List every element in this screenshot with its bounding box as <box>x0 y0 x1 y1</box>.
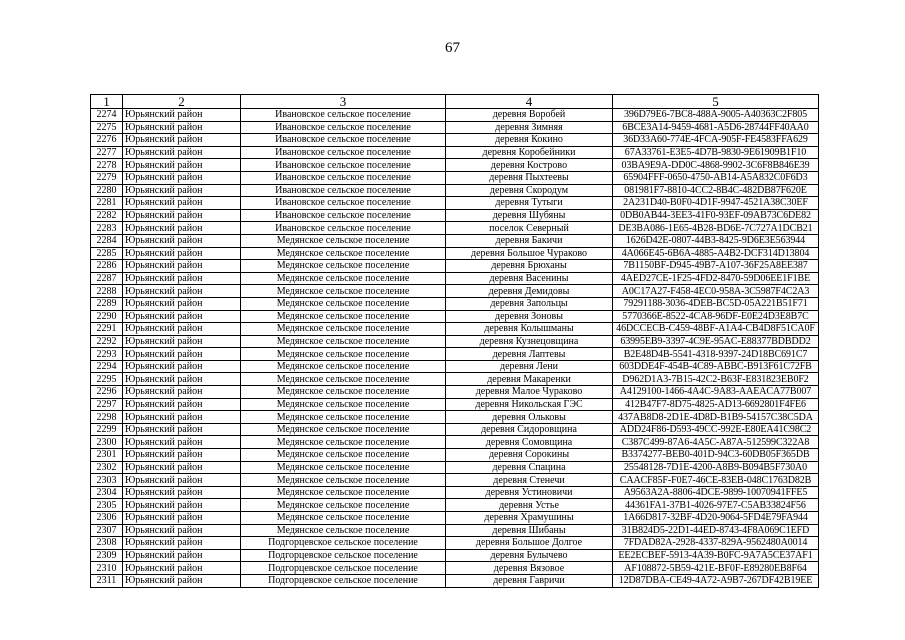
row-number-cell: 2293 <box>91 348 123 361</box>
locality-cell: деревня Кузнецовщина <box>446 335 613 348</box>
table-row <box>91 146 819 159</box>
row-number-cell: 2290 <box>91 310 123 323</box>
row-number-cell: 2278 <box>91 159 123 172</box>
guid-cell: 03BA9E9A-DD0C-4868-9902-3C6F8B846E39 <box>613 159 819 172</box>
table-header <box>91 95 819 109</box>
row-number-cell: 2288 <box>91 285 123 298</box>
settlement-cell: Медянское сельское поселение <box>241 411 446 424</box>
settlement-cell: Медянское сельское поселение <box>241 461 446 474</box>
guid-cell: 67A33761-E3E5-4D7B-9830-9E61909B1F10 <box>613 146 819 159</box>
district-cell: Юрьянский район <box>123 323 241 336</box>
settlement-cell: Медянское сельское поселение <box>241 436 446 449</box>
district-cell: Юрьянский район <box>123 436 241 449</box>
settlement-cell: Ивановское сельское поселение <box>241 121 446 134</box>
locality-cell: деревня Храмушины <box>446 512 613 525</box>
column-header-2: 2 <box>123 95 241 109</box>
guid-cell: 36D33A60-774E-4FCA-905F-FE4583FFA629 <box>613 134 819 147</box>
locality-cell: деревня Тутыги <box>446 197 613 210</box>
district-cell: Юрьянский район <box>123 373 241 386</box>
table-row <box>91 260 819 273</box>
guid-cell: DE3BA086-1E65-4B28-BD6E-7C727A1DCB21 <box>613 222 819 235</box>
row-number-cell: 2281 <box>91 197 123 210</box>
table-row <box>91 373 819 386</box>
row-number-cell: 2298 <box>91 411 123 424</box>
guid-cell: 412B47F7-8D75-4825-AD13-6692801F4FE6 <box>613 398 819 411</box>
guid-cell: 5770366E-8522-4CA8-96DF-E0E24D3E8B7C <box>613 310 819 323</box>
settlement-cell: Подгорцевское сельское поселение <box>241 574 446 587</box>
locality-cell: деревня Ольковы <box>446 411 613 424</box>
guid-cell: 12D87DBA-CE49-4A72-A9B7-267DF42B19EE <box>613 574 819 587</box>
guid-cell: 7B1150BF-D945-49B7-A107-36F25A8EE387 <box>613 260 819 273</box>
guid-cell: B2E48D4B-5541-4318-9397-24D18BC691C7 <box>613 348 819 361</box>
table-row <box>91 234 819 247</box>
locality-cell: деревня Сидоровщина <box>446 423 613 436</box>
locality-cell: деревня Шибаны <box>446 524 613 537</box>
row-number-cell: 2306 <box>91 512 123 525</box>
settlement-cell: Ивановское сельское поселение <box>241 209 446 222</box>
table-row <box>91 423 819 436</box>
table-row <box>91 474 819 487</box>
locality-cell: деревня Устье <box>446 499 613 512</box>
settlement-cell: Подгорцевское сельское поселение <box>241 562 446 575</box>
table-row <box>91 184 819 197</box>
settlement-cell: Ивановское сельское поселение <box>241 146 446 159</box>
locality-cell: деревня Гавричи <box>446 574 613 587</box>
district-cell: Юрьянский район <box>123 348 241 361</box>
settlement-cell: Медянское сельское поселение <box>241 512 446 525</box>
table-row <box>91 297 819 310</box>
table-row <box>91 549 819 562</box>
locality-cell: деревня Скородум <box>446 184 613 197</box>
district-cell: Юрьянский район <box>123 272 241 285</box>
table-row <box>91 398 819 411</box>
settlement-cell: Ивановское сельское поселение <box>241 109 446 122</box>
column-header-3: 3 <box>241 95 446 109</box>
table-row <box>91 348 819 361</box>
district-cell: Юрьянский район <box>123 197 241 210</box>
settlement-cell: Медянское сельское поселение <box>241 260 446 273</box>
row-number-cell: 2300 <box>91 436 123 449</box>
settlement-cell: Медянское сельское поселение <box>241 234 446 247</box>
row-number-cell: 2305 <box>91 499 123 512</box>
district-cell: Юрьянский район <box>123 562 241 575</box>
guid-cell: 44361FA1-37B1-4026-97E7-C5AB33824F56 <box>613 499 819 512</box>
table-row <box>91 159 819 172</box>
table-row <box>91 197 819 210</box>
guid-cell: C387C499-87A6-4A5C-A87A-512599C322A8 <box>613 436 819 449</box>
table-row <box>91 411 819 424</box>
locality-cell: поселок Северный <box>446 222 613 235</box>
settlement-cell: Медянское сельское поселение <box>241 474 446 487</box>
guid-cell: B3374277-BEB0-401D-94C3-60DB05F365DB <box>613 449 819 462</box>
district-cell: Юрьянский район <box>123 159 241 172</box>
table-row <box>91 486 819 499</box>
table-row <box>91 360 819 373</box>
row-number-cell: 2303 <box>91 474 123 487</box>
district-cell: Юрьянский район <box>123 512 241 525</box>
guid-cell: 4A066E45-6B6A-4885-A4B2-DCF314D13804 <box>613 247 819 260</box>
settlement-cell: Медянское сельское поселение <box>241 360 446 373</box>
district-cell: Юрьянский район <box>123 171 241 184</box>
guid-cell: A9563A2A-8806-4DCE-9899-10070941FFE5 <box>613 486 819 499</box>
guid-cell: CAACF85F-F0E7-46CE-83EB-048C1763D82B <box>613 474 819 487</box>
settlement-cell: Медянское сельское поселение <box>241 373 446 386</box>
settlement-cell: Медянское сельское поселение <box>241 449 446 462</box>
row-number-cell: 2276 <box>91 134 123 147</box>
district-cell: Юрьянский район <box>123 285 241 298</box>
district-cell: Юрьянский район <box>123 297 241 310</box>
guid-cell: 0DB0AB44-3EE3-41F0-93EF-09AB73C6DE82 <box>613 209 819 222</box>
locality-cell: деревня Кострово <box>446 159 613 172</box>
row-number-cell: 2297 <box>91 398 123 411</box>
row-number-cell: 2310 <box>91 562 123 575</box>
table-row <box>91 310 819 323</box>
district-cell: Юрьянский район <box>123 537 241 550</box>
locality-cell: деревня Сорокины <box>446 449 613 462</box>
district-cell: Юрьянский район <box>123 247 241 260</box>
district-cell: Юрьянский район <box>123 260 241 273</box>
settlement-cell: Ивановское сельское поселение <box>241 171 446 184</box>
guid-cell: 31B824D5-22D1-44ED-8743-4F8A069C1EFD <box>613 524 819 537</box>
guid-cell: AF108872-5B59-421E-BF0F-E89280EB8F64 <box>613 562 819 575</box>
locality-cell: деревня Пыхтеевы <box>446 171 613 184</box>
table-row <box>91 574 819 587</box>
table-row <box>91 209 819 222</box>
guid-cell: 1A66D817-32BF-4D20-9064-5FD4E79FA944 <box>613 512 819 525</box>
district-cell: Юрьянский район <box>123 461 241 474</box>
row-number-cell: 2296 <box>91 386 123 399</box>
guid-cell: 65904FFF-0650-4750-AB14-A5A832C0F6D3 <box>613 171 819 184</box>
settlement-cell: Медянское сельское поселение <box>241 285 446 298</box>
locality-cell: деревня Спацина <box>446 461 613 474</box>
guid-cell: 2A231D40-B0F0-4D1F-9947-4521A38C30EF <box>613 197 819 210</box>
locality-cell: деревня Шубяны <box>446 209 613 222</box>
locality-cell: деревня Большое Долгое <box>446 537 613 550</box>
district-cell: Юрьянский район <box>123 499 241 512</box>
guid-cell: 7FDAD82A-2928-4337-829A-9562480A0014 <box>613 537 819 550</box>
column-header-1: 1 <box>91 95 123 109</box>
row-number-cell: 2282 <box>91 209 123 222</box>
district-cell: Юрьянский район <box>123 335 241 348</box>
row-number-cell: 2291 <box>91 323 123 336</box>
district-cell: Юрьянский район <box>123 222 241 235</box>
locality-cell: деревня Зимняя <box>446 121 613 134</box>
table-row <box>91 537 819 550</box>
row-number-cell: 2279 <box>91 171 123 184</box>
settlement-cell: Ивановское сельское поселение <box>241 159 446 172</box>
guid-cell: ADD24F86-D593-49CC-992E-E80EA41C98C2 <box>613 423 819 436</box>
settlement-cell: Подгорцевское сельское поселение <box>241 537 446 550</box>
locality-cell: деревня Васенины <box>446 272 613 285</box>
row-number-cell: 2301 <box>91 449 123 462</box>
locality-cell: деревня Малое Чураково <box>446 386 613 399</box>
row-number-cell: 2283 <box>91 222 123 235</box>
guid-cell: 46DCCECB-C459-48BF-A1A4-CB4D8F51CA0F <box>613 323 819 336</box>
table-row <box>91 436 819 449</box>
district-cell: Юрьянский район <box>123 486 241 499</box>
table-row <box>91 524 819 537</box>
settlement-cell: Медянское сельское поселение <box>241 335 446 348</box>
district-cell: Юрьянский район <box>123 474 241 487</box>
locality-cell: деревня Сомовщина <box>446 436 613 449</box>
settlement-cell: Ивановское сельское поселение <box>241 197 446 210</box>
district-cell: Юрьянский район <box>123 386 241 399</box>
locality-cell: деревня Устиновичи <box>446 486 613 499</box>
locality-cell: деревня Воробей <box>446 109 613 122</box>
page-number: 67 <box>445 40 460 56</box>
guid-cell: A4129100-1466-4A4C-9A83-AAEACA77B007 <box>613 386 819 399</box>
locality-cell: деревня Большое Чураково <box>446 247 613 260</box>
guid-cell: A0C17A27-F458-4EC0-958A-3C5987F4C2A3 <box>613 285 819 298</box>
settlement-cell: Медянское сельское поселение <box>241 323 446 336</box>
district-cell: Юрьянский район <box>123 310 241 323</box>
table-row <box>91 562 819 575</box>
district-cell: Юрьянский район <box>123 549 241 562</box>
settlement-cell: Подгорцевское сельское поселение <box>241 549 446 562</box>
locality-cell: деревня Кокино <box>446 134 613 147</box>
table-row <box>91 134 819 147</box>
guid-cell: D962D1A3-7B15-42C2-B63F-E831823EB0F2 <box>613 373 819 386</box>
row-number-cell: 2304 <box>91 486 123 499</box>
district-cell: Юрьянский район <box>123 360 241 373</box>
district-cell: Юрьянский район <box>123 449 241 462</box>
locality-cell: деревня Вязовое <box>446 562 613 575</box>
locality-cell: деревня Колышманы <box>446 323 613 336</box>
settlement-cell: Медянское сельское поселение <box>241 398 446 411</box>
settlement-cell: Медянское сельское поселение <box>241 348 446 361</box>
row-number-cell: 2302 <box>91 461 123 474</box>
guid-cell: 25548128-7D1E-4200-A8B9-B094B5F730A0 <box>613 461 819 474</box>
settlement-cell: Ивановское сельское поселение <box>241 184 446 197</box>
locality-cell: деревня Лаптевы <box>446 348 613 361</box>
district-cell: Юрьянский район <box>123 411 241 424</box>
locality-cell: деревня Брюханы <box>446 260 613 273</box>
guid-cell: 6BCE3A14-9459-4681-A5D6-28744FF40AA0 <box>613 121 819 134</box>
header-row <box>91 95 819 109</box>
row-number-cell: 2285 <box>91 247 123 260</box>
guid-cell: 603DDE4F-454B-4C89-ABBC-B913F61C72FB <box>613 360 819 373</box>
district-cell: Юрьянский район <box>123 184 241 197</box>
table-row <box>91 121 819 134</box>
locality-cell: деревня Запольцы <box>446 297 613 310</box>
guid-cell: 4AED27CE-1F25-4FD2-8470-59D06EE1F1BE <box>613 272 819 285</box>
district-cell: Юрьянский район <box>123 146 241 159</box>
table-row <box>91 386 819 399</box>
table-row <box>91 512 819 525</box>
locality-cell: деревня Лени <box>446 360 613 373</box>
locality-cell: деревня Бакичи <box>446 234 613 247</box>
settlement-cell: Медянское сельское поселение <box>241 499 446 512</box>
table-row <box>91 109 819 122</box>
row-number-cell: 2307 <box>91 524 123 537</box>
guid-cell: 437AB8D8-2D1E-4D8D-B1B9-54157C38C5DA <box>613 411 819 424</box>
row-number-cell: 2284 <box>91 234 123 247</box>
registry-table <box>90 94 819 588</box>
locality-cell: деревня Зоновы <box>446 310 613 323</box>
row-number-cell: 2286 <box>91 260 123 273</box>
guid-cell: 63995EB9-3397-4C9E-95AC-E88377BDBDD2 <box>613 335 819 348</box>
row-number-cell: 2299 <box>91 423 123 436</box>
settlement-cell: Медянское сельское поселение <box>241 272 446 285</box>
locality-cell: деревня Никольская ГЭС <box>446 398 613 411</box>
settlement-cell: Медянское сельское поселение <box>241 423 446 436</box>
row-number-cell: 2275 <box>91 121 123 134</box>
guid-cell: 79291188-3036-4DEB-BC5D-05A221B51F71 <box>613 297 819 310</box>
district-cell: Юрьянский район <box>123 134 241 147</box>
settlement-cell: Ивановское сельское поселение <box>241 222 446 235</box>
table-row <box>91 285 819 298</box>
guid-cell: 1626D42E-0807-44B3-8425-9D6E3E563944 <box>613 234 819 247</box>
row-number-cell: 2294 <box>91 360 123 373</box>
locality-cell: деревня Булычево <box>446 549 613 562</box>
settlement-cell: Медянское сельское поселение <box>241 486 446 499</box>
table-body <box>91 109 819 588</box>
row-number-cell: 2308 <box>91 537 123 550</box>
locality-cell: деревня Стенечи <box>446 474 613 487</box>
row-number-cell: 2280 <box>91 184 123 197</box>
row-number-cell: 2287 <box>91 272 123 285</box>
locality-cell: деревня Макаренки <box>446 373 613 386</box>
district-cell: Юрьянский район <box>123 524 241 537</box>
table-row <box>91 461 819 474</box>
row-number-cell: 2277 <box>91 146 123 159</box>
table-row <box>91 171 819 184</box>
guid-cell: 396D79E6-7BC8-488A-9005-A40363C2F805 <box>613 109 819 122</box>
table-row <box>91 272 819 285</box>
settlement-cell: Медянское сельское поселение <box>241 247 446 260</box>
row-number-cell: 2309 <box>91 549 123 562</box>
guid-cell: EE2ECBEF-5913-4A39-B0FC-9A7A5CE37AF1 <box>613 549 819 562</box>
district-cell: Юрьянский район <box>123 109 241 122</box>
row-number-cell: 2311 <box>91 574 123 587</box>
table-row <box>91 499 819 512</box>
table-row <box>91 222 819 235</box>
settlement-cell: Медянское сельское поселение <box>241 524 446 537</box>
table-row <box>91 247 819 260</box>
locality-cell: деревня Коробейники <box>446 146 613 159</box>
row-number-cell: 2292 <box>91 335 123 348</box>
row-number-cell: 2289 <box>91 297 123 310</box>
locality-cell: деревня Демидовы <box>446 285 613 298</box>
district-cell: Юрьянский район <box>123 121 241 134</box>
guid-cell: 081981F7-8810-4CC2-8B4C-482DB87F620E <box>613 184 819 197</box>
table-row <box>91 323 819 336</box>
settlement-cell: Медянское сельское поселение <box>241 297 446 310</box>
district-cell: Юрьянский район <box>123 234 241 247</box>
table-row <box>91 449 819 462</box>
district-cell: Юрьянский район <box>123 209 241 222</box>
table-row <box>91 335 819 348</box>
district-cell: Юрьянский район <box>123 398 241 411</box>
column-header-4: 4 <box>446 95 613 109</box>
settlement-cell: Медянское сельское поселение <box>241 386 446 399</box>
row-number-cell: 2274 <box>91 109 123 122</box>
settlement-cell: Ивановское сельское поселение <box>241 134 446 147</box>
settlement-cell: Медянское сельское поселение <box>241 310 446 323</box>
district-cell: Юрьянский район <box>123 423 241 436</box>
column-header-5: 5 <box>613 95 819 109</box>
district-cell: Юрьянский район <box>123 574 241 587</box>
row-number-cell: 2295 <box>91 373 123 386</box>
